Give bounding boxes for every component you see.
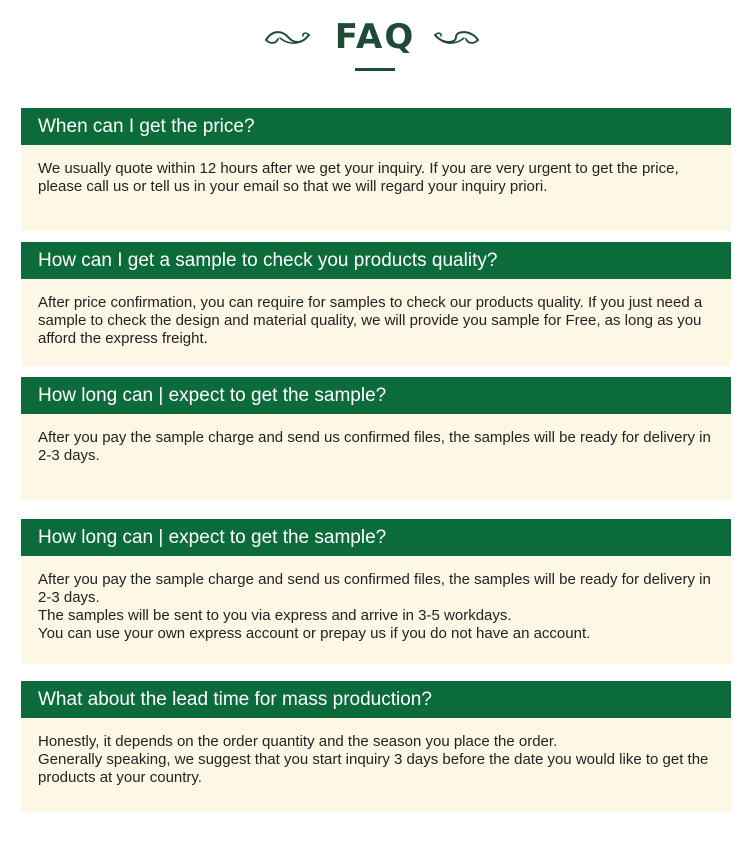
answer-text: After price confirmation, you can require for samples to check our products quality. If you just need a sample to check the design and material quality, we will provide you sample for Free, as long as you afford the express freight. xyxy=(38,294,703,347)
faq-answer xyxy=(21,718,731,812)
swirl-ornament-icon xyxy=(432,26,482,48)
faq-question[interactable]: When can I get the price? xyxy=(21,108,731,145)
faq-item xyxy=(21,108,731,231)
faq-answer xyxy=(21,279,731,366)
faq-item xyxy=(21,681,731,812)
answer-text: We usually quote within 12 hours after we get your inquiry. If you are very urgent to get the price, please call us or tell us in your email so that we will regard your inquiry priori. xyxy=(38,160,679,195)
faq-question[interactable]: How long can | expect to get the sample? xyxy=(21,377,731,414)
faq-header xyxy=(0,0,750,80)
faq-item xyxy=(21,377,731,500)
answer-text: After you pay the sample charge and send us confirmed files, the samples will be ready for delivery in 2-3 days. xyxy=(38,571,711,606)
faq-item xyxy=(21,519,731,664)
faq-question[interactable]: How long can | expect to get the sample? xyxy=(21,519,731,556)
page-title: FAQ xyxy=(334,17,416,57)
answer-text: Generally speaking, we suggest that you start inquiry 3 days before the date you would like to get the products at your country. xyxy=(38,751,709,786)
faq-answer xyxy=(21,145,731,231)
answer-text: After you pay the sample charge and send us confirmed files, the samples will be ready for delivery in 2-3 days. xyxy=(38,429,711,464)
faq-answer xyxy=(21,414,731,500)
answer-text: Honestly, it depends on the order quantity and the season you place the order. xyxy=(38,733,558,750)
title-underline xyxy=(355,68,395,71)
faq-question[interactable]: How can I get a sample to check you products quality? xyxy=(21,242,731,279)
faq-answer xyxy=(21,556,731,664)
answer-text: You can use your own express account or prepay us if you do not have an account. xyxy=(38,625,591,642)
answer-text: The samples will be sent to you via express and arrive in 3-5 workdays. xyxy=(38,607,512,624)
faq-question[interactable]: What about the lead time for mass production? xyxy=(21,681,731,718)
faq-item xyxy=(21,242,731,366)
